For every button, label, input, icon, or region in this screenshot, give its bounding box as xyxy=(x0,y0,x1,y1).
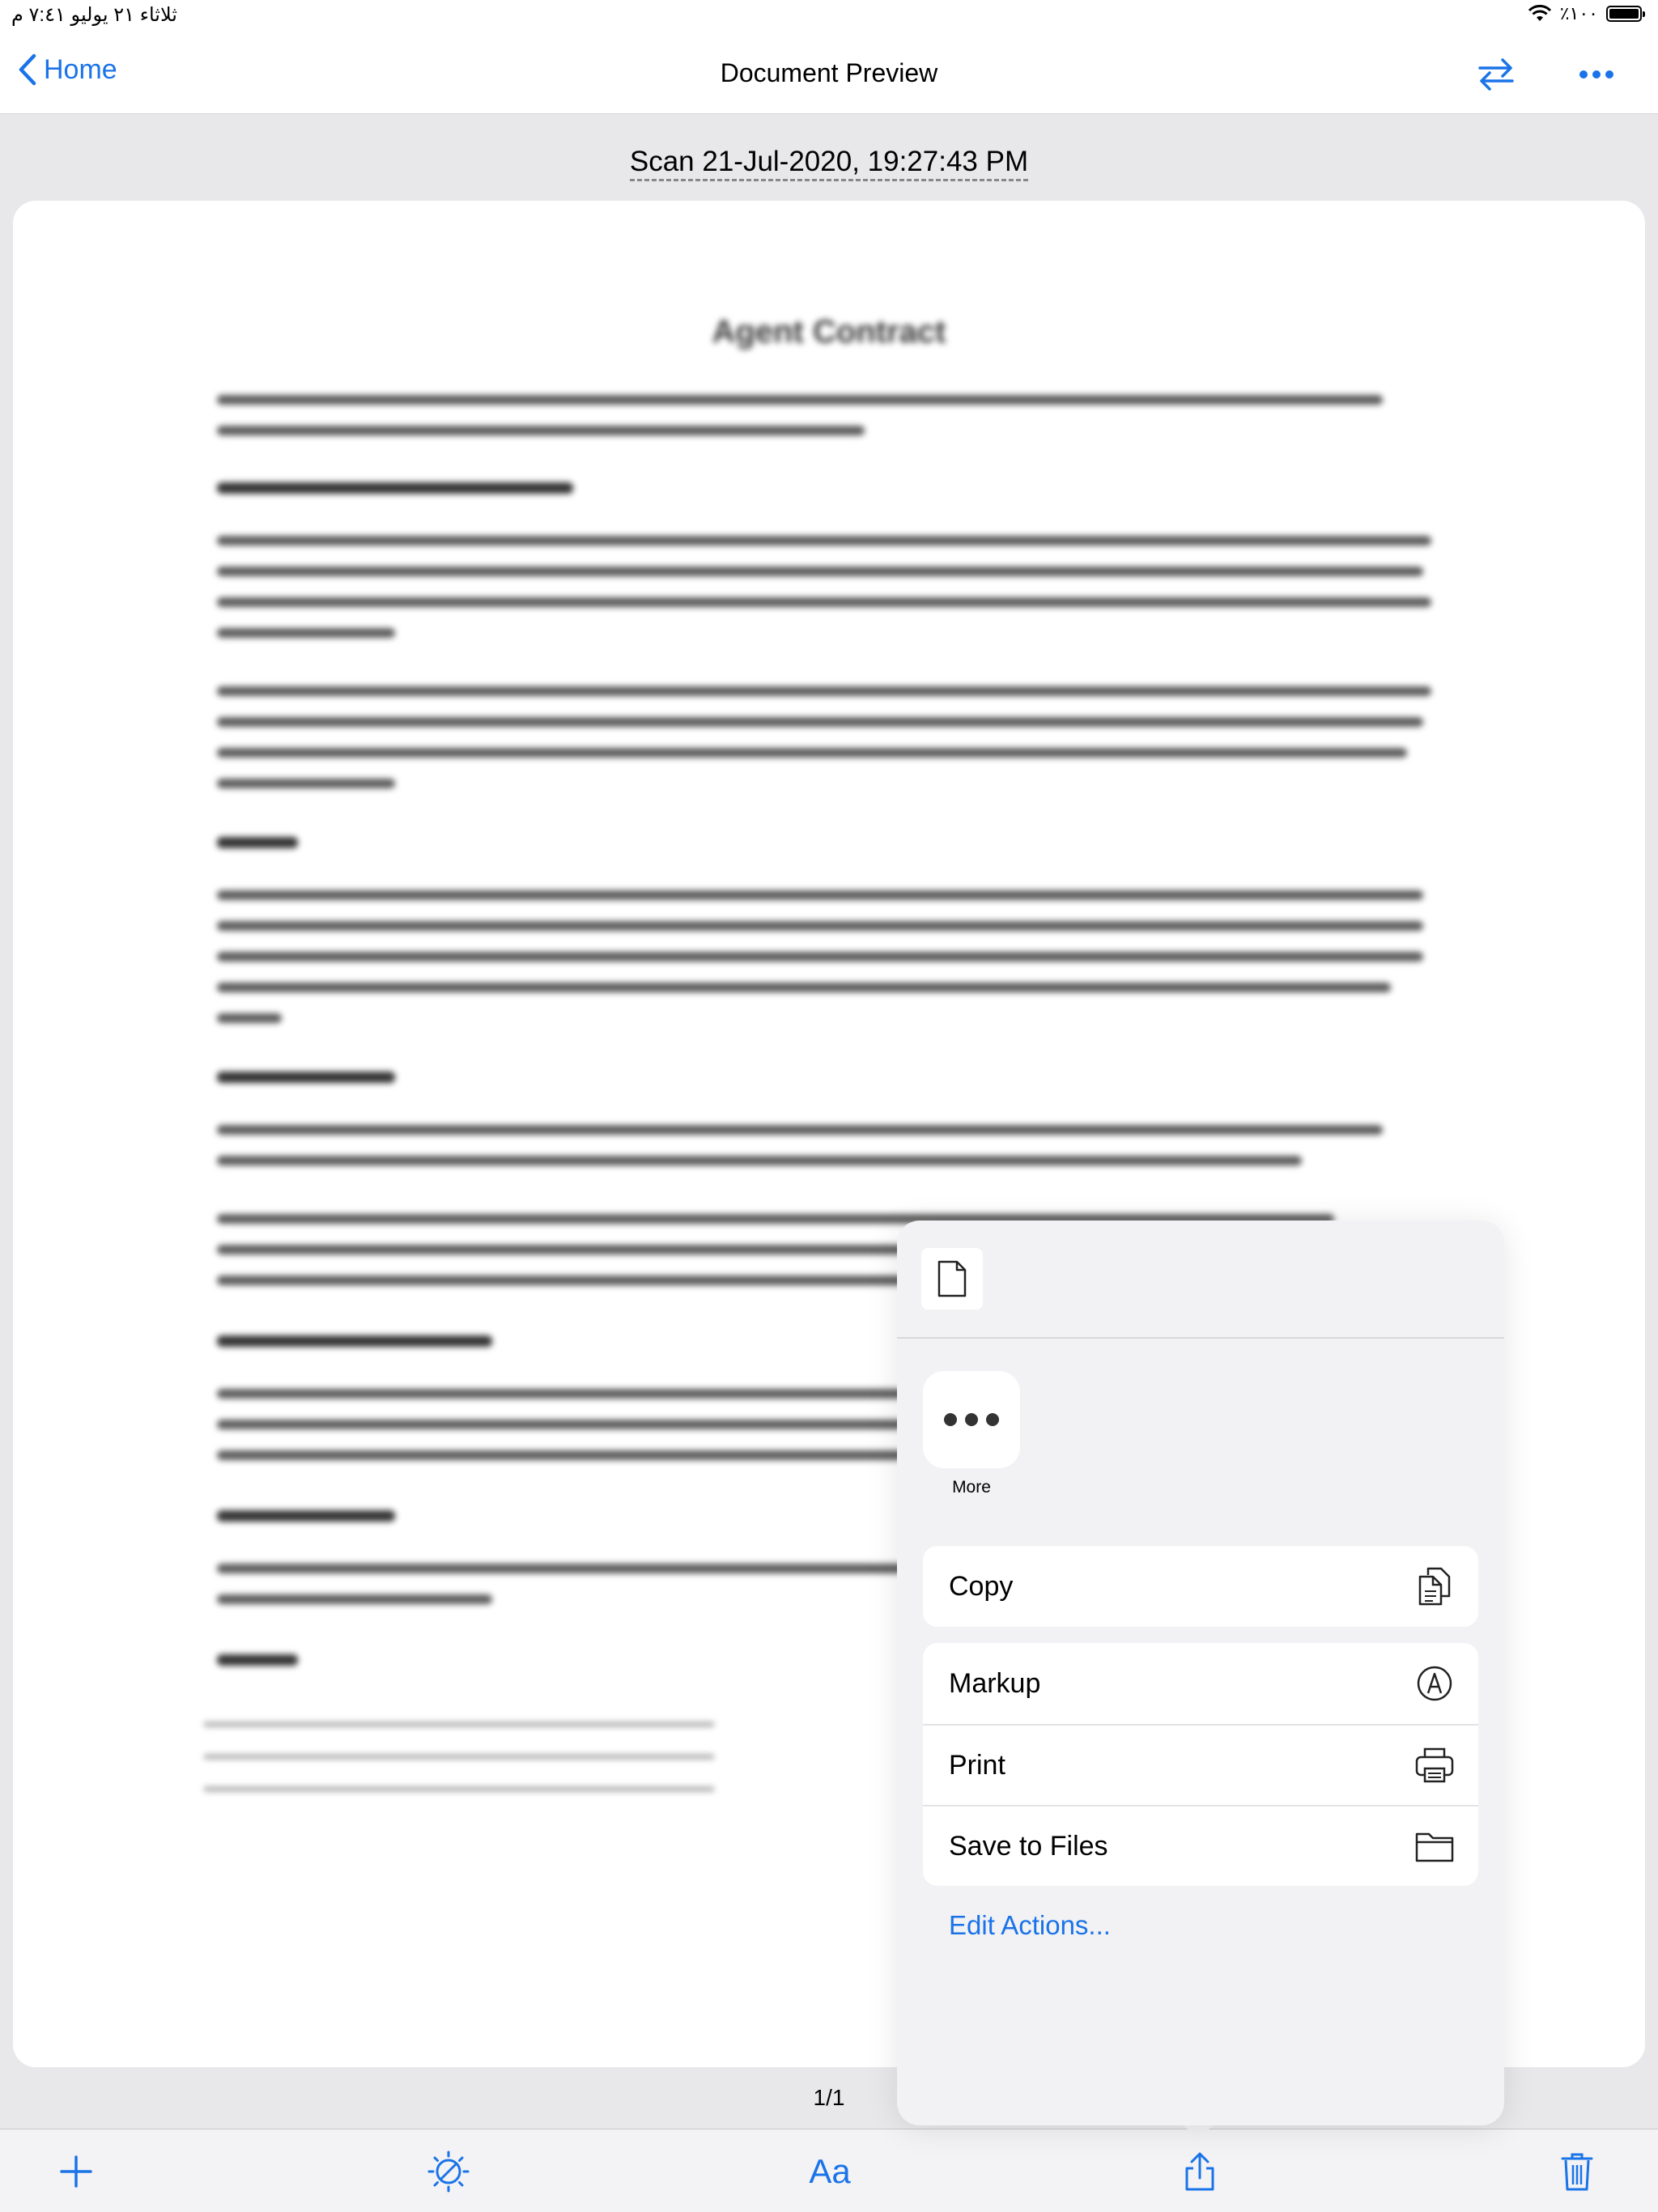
add-button[interactable] xyxy=(52,2147,100,2196)
wifi-icon xyxy=(1528,5,1552,23)
auto-enhance-icon xyxy=(426,2149,471,2194)
status-indicators xyxy=(1528,3,1642,24)
more-options-button[interactable] xyxy=(1574,52,1619,97)
action-group-main xyxy=(923,1643,1478,1886)
navigation-bar xyxy=(0,36,1658,114)
more-apps-button[interactable] xyxy=(923,1371,1020,1468)
text-label: Aa xyxy=(809,2152,851,2190)
share-sheet xyxy=(897,1221,1504,2125)
document-name[interactable]: Scan 21-Jul-2020, 19:27:43 PM xyxy=(0,146,1658,178)
filter-button[interactable] xyxy=(424,2147,473,2196)
print-icon xyxy=(1414,1744,1456,1786)
print-label: Print xyxy=(949,1749,1005,1781)
swap-button[interactable] xyxy=(1473,52,1519,97)
bottom-toolbar xyxy=(0,2129,1658,2212)
print-action[interactable] xyxy=(923,1724,1478,1805)
page-indicator: 1/1 xyxy=(813,2085,845,2110)
markup-label: Markup xyxy=(949,1667,1041,1699)
share-sheet-header xyxy=(897,1221,1504,1339)
save-to-files-label: Save to Files xyxy=(949,1830,1108,1862)
action-group-copy xyxy=(923,1546,1478,1627)
share-icon xyxy=(1180,2150,1219,2193)
trash-icon xyxy=(1559,2150,1595,2193)
copy-label: Copy xyxy=(949,1570,1014,1602)
markup-action[interactable] xyxy=(923,1643,1478,1724)
document-icon xyxy=(936,1259,968,1298)
copy-action[interactable] xyxy=(923,1546,1478,1627)
status-bar xyxy=(0,0,1658,36)
ellipsis-icon xyxy=(939,1410,1004,1429)
battery-icon xyxy=(1606,6,1642,22)
more-apps-label: More xyxy=(952,1478,991,1497)
page-title: Document Preview xyxy=(720,58,938,87)
save-to-files-action[interactable] xyxy=(923,1805,1478,1886)
ellipsis-icon xyxy=(1574,52,1619,97)
share-button[interactable] xyxy=(1175,2147,1224,2196)
text-recognition-button[interactable] xyxy=(801,2147,858,2196)
plus-icon xyxy=(58,2154,94,2189)
swap-arrows-icon xyxy=(1473,52,1519,97)
delete-button[interactable] xyxy=(1553,2147,1601,2196)
status-time: ثلاثاء ٢١ يوليو ٧:٤١ م xyxy=(11,4,177,26)
markup-icon xyxy=(1414,1662,1456,1705)
file-thumbnail xyxy=(921,1248,983,1310)
copy-icon xyxy=(1414,1565,1456,1607)
edit-actions-link[interactable]: Edit Actions... xyxy=(949,1910,1111,1940)
folder-icon xyxy=(1414,1825,1456,1867)
battery-percent: ٪١٠٠ xyxy=(1559,3,1598,23)
document-heading: Agent Contract xyxy=(712,314,946,350)
back-label: Home xyxy=(44,53,117,85)
